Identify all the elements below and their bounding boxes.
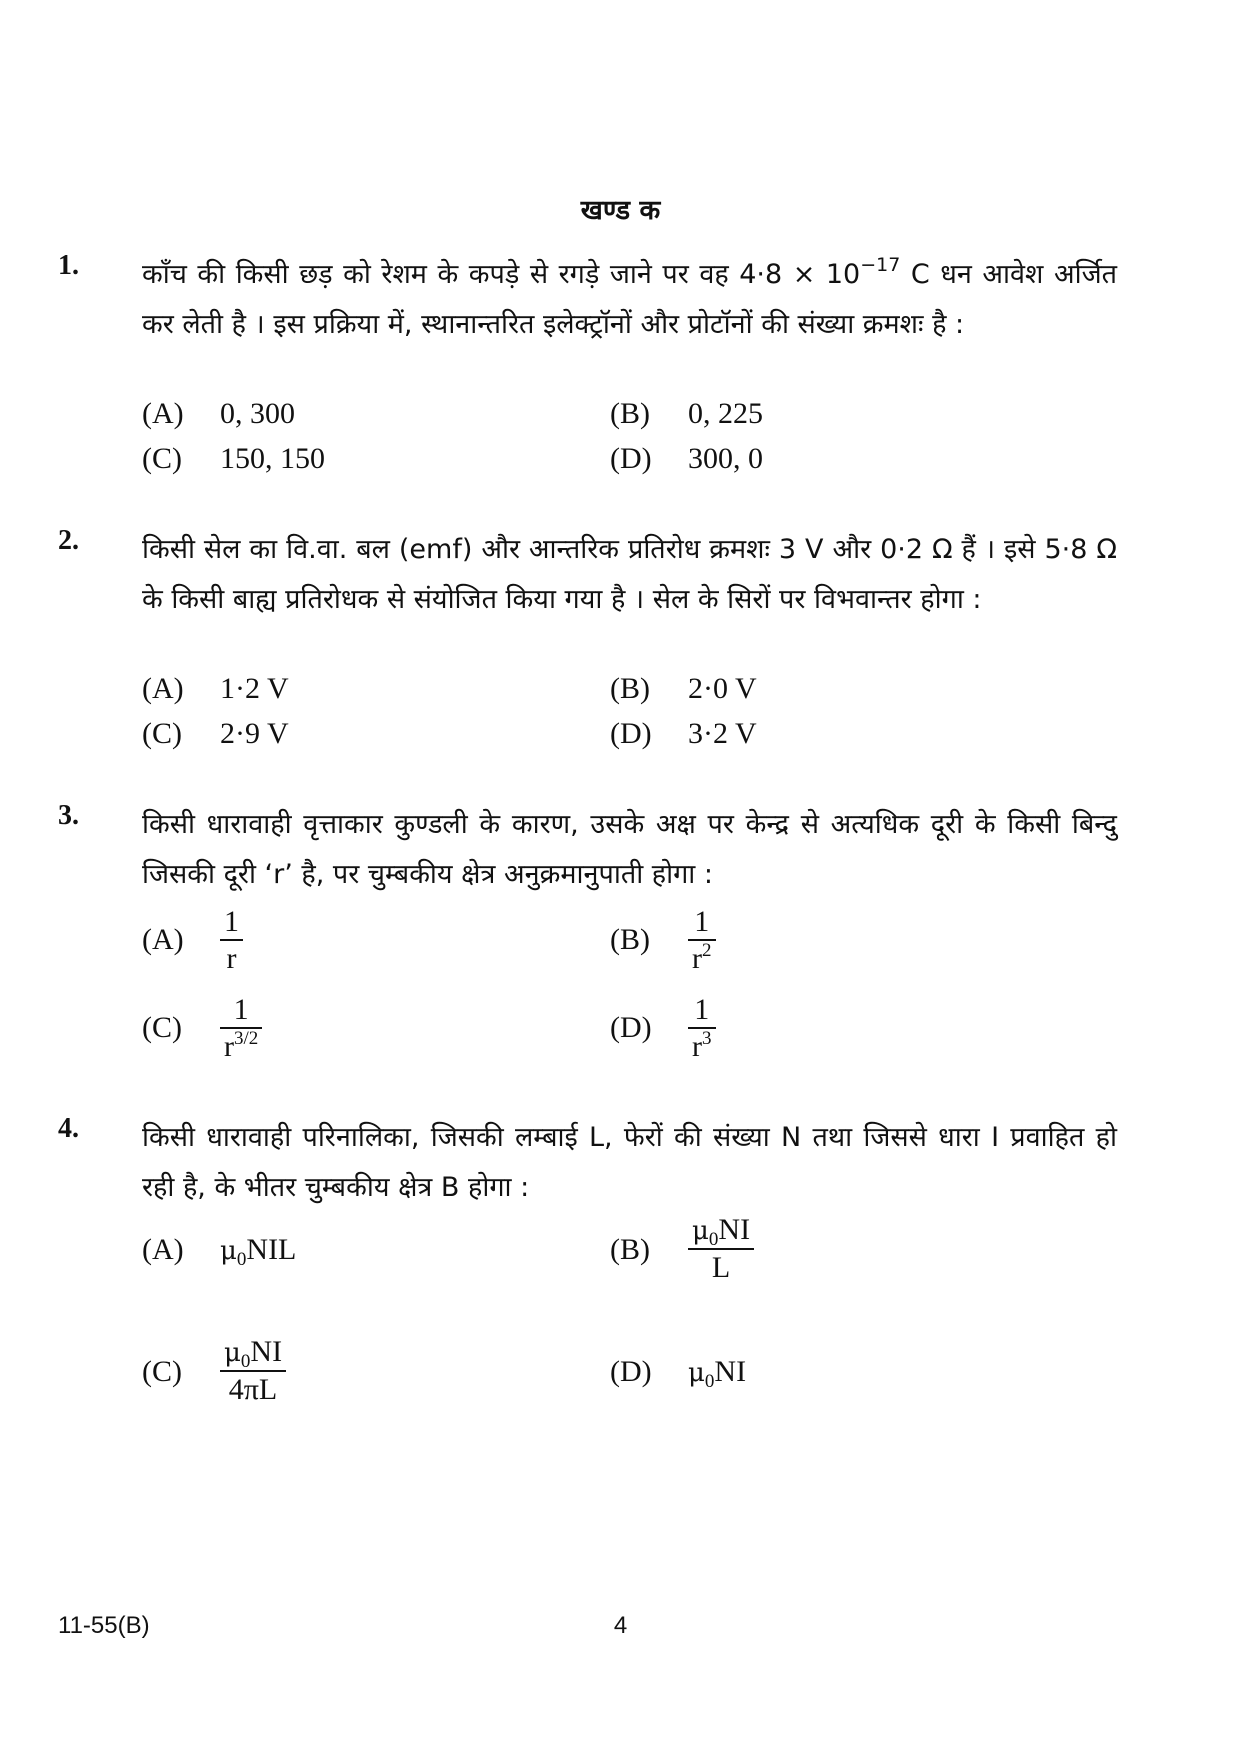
fraction: $\frac{1}{r^2}$ <box>688 905 716 977</box>
question-number: 4. <box>58 1113 79 1144</box>
question-number: 2. <box>58 525 79 556</box>
question-text: किसी धारावाही परिनालिका, जिसकी लम्बाई L, फेरों की संख्या N तथा जिससे धारा I प्रवाहित हो रही है, के भीतर चुम्बकीय क्षेत्र B होगा : <box>142 1122 1117 1203</box>
fraction: $\frac{1}{r^{3/2}}$ <box>220 993 262 1065</box>
paper-code: 11-55(B) <box>58 1612 150 1639</box>
fraction: $\frac{1}{r}$ <box>220 905 243 977</box>
fraction: $\frac{\mu_0NI}{L}$ <box>688 1213 754 1286</box>
exponent: −17 <box>860 254 901 276</box>
question-text: काँच की किसी छड़ को रेशम के कपड़े से रगड़े जाने पर वह $4\cdot 8 \times 10^{-17}$ C धन आवेश अर्जित कर लेती है । इस प्रक्रिया में, स्थानान्तरित इलेक्ट्रॉनों और प्रोटॉनों की संख्या क्रमशः है : <box>142 254 1117 340</box>
fraction: $\frac{1}{r^3}$ <box>688 993 716 1065</box>
page-number: 4 <box>613 1612 628 1639</box>
question-number: 3. <box>58 800 79 831</box>
question-text: किसी सेल का वि.वा. बल (emf) और आन्तरिक प्रतिरोध क्रमशः 3 V और 0·2 Ω हैं । इसे 5·8 Ω के किसी बाह्य प्रतिरोधक से संयोजित किया गया है । सेल के सिरों पर विभवान्तर होगा : <box>142 534 1117 615</box>
fraction: $\frac{\mu_0NI}{4\pi L}$ <box>220 1335 286 1408</box>
question-text: किसी धारावाही वृत्ताकार कुण्डली के कारण, उसके अक्ष पर केन्द्र से अत्यधिक दूरी के किसी बिन्दु जिसकी दूरी ‘r’ है, पर चुम्बकीय क्षेत्र अनुक्रमानुपाती होगा : <box>142 809 1117 890</box>
section-title: खण्ड क <box>580 195 661 226</box>
question-number: 1. <box>58 250 79 281</box>
